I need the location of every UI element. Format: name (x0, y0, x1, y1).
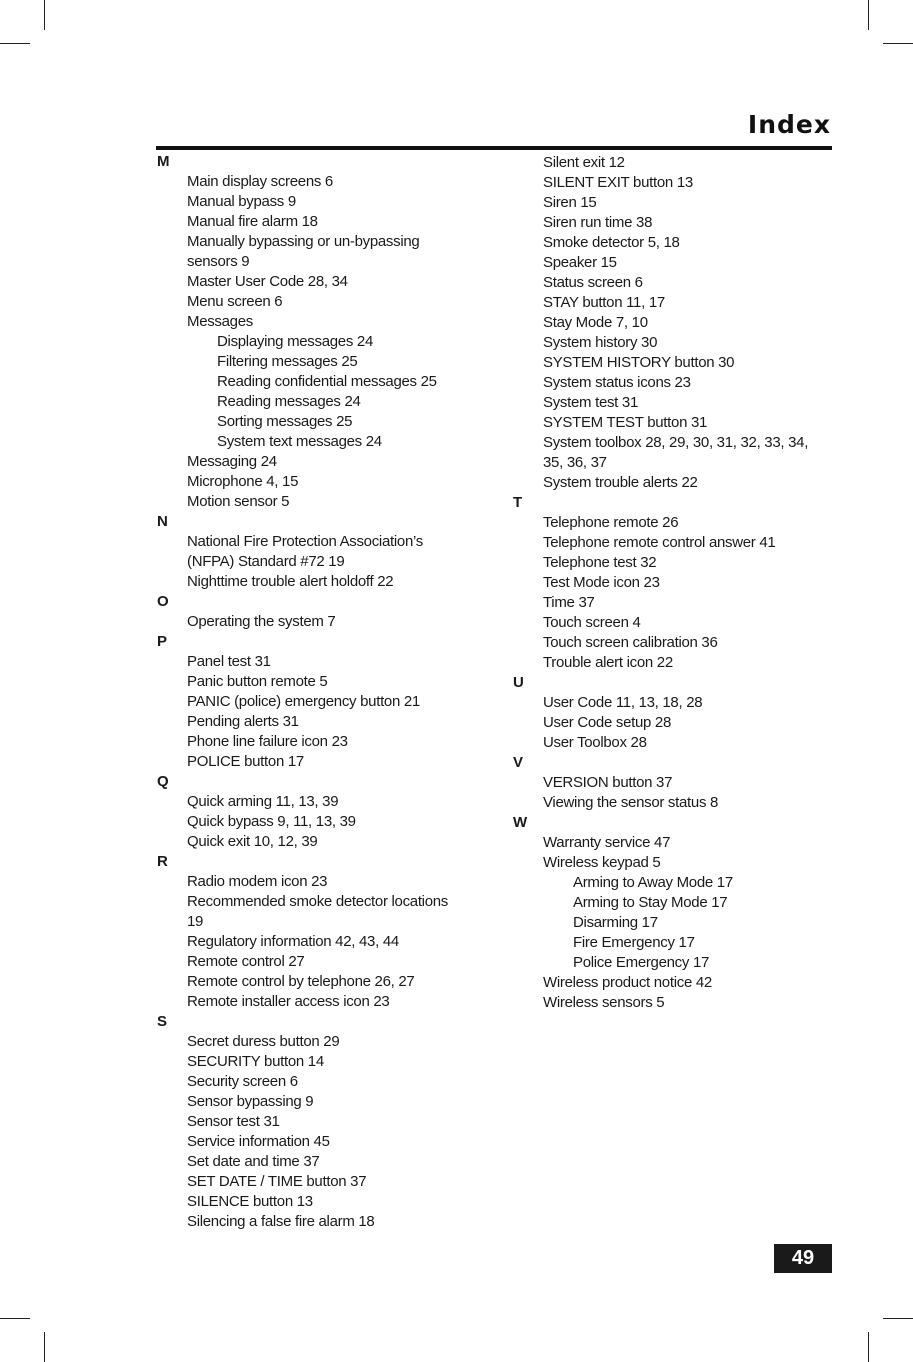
index-entry: Nighttime trouble alert holdoff 22 (187, 573, 394, 590)
index-entry: SYSTEM TEST button 31 (543, 414, 708, 431)
crop-mark (44, 0, 45, 30)
index-entry: Speaker 15 (543, 254, 617, 271)
index-letter-u: U (513, 674, 524, 691)
index-entry: Radio modem icon 23 (187, 873, 328, 890)
index-entry: Remote control 27 (187, 953, 305, 970)
index-entry: Trouble alert icon 22 (543, 654, 673, 671)
crop-mark (868, 0, 869, 30)
index-entry: Main display screens 6 (187, 173, 333, 190)
index-entry: 35, 36, 37 (543, 454, 607, 471)
index-entry: Menu screen 6 (187, 293, 283, 310)
header-rule (156, 146, 832, 150)
index-entry: Sensor bypassing 9 (187, 1093, 314, 1110)
index-entry: VERSION button 37 (543, 774, 673, 791)
index-entry: sensors 9 (187, 253, 250, 270)
index-entry: User Code setup 28 (543, 714, 672, 731)
index-entry: Set date and time 37 (187, 1153, 320, 1170)
index-column-right (512, 153, 852, 1013)
crop-mark (868, 1332, 869, 1362)
index-entry: Manual bypass 9 (187, 193, 296, 210)
index-entry: Phone line failure icon 23 (187, 733, 348, 750)
index-entry: SYSTEM HISTORY button 30 (543, 354, 735, 371)
index-entry: Quick exit 10, 12, 39 (187, 833, 318, 850)
index-letter-t: T (513, 494, 523, 511)
index-entry: Siren run time 38 (543, 214, 653, 231)
index-entry: Secret duress button 29 (187, 1033, 340, 1050)
index-entry: Panel test 31 (187, 653, 271, 670)
index-entry: Viewing the sensor status 8 (543, 794, 719, 811)
index-entry: Touch screen calibration 36 (543, 634, 718, 651)
index-entry: Remote installer access icon 23 (187, 993, 390, 1010)
index-subentry: Displaying messages 24 (217, 333, 373, 350)
index-entry: User Code 11, 13, 18, 28 (543, 694, 703, 711)
index-entry: Silent exit 12 (543, 154, 625, 171)
index-entry: Manual fire alarm 18 (187, 213, 318, 230)
index-entry: SECURITY button 14 (187, 1053, 324, 1070)
crop-mark (0, 43, 30, 44)
index-entry: Security screen 6 (187, 1073, 298, 1090)
index-subentry: Arming to Away Mode 17 (573, 874, 733, 891)
index-entry: Microphone 4, 15 (187, 473, 299, 490)
index-entry: Master User Code 28, 34 (187, 273, 348, 290)
index-entry: Service information 45 (187, 1133, 330, 1150)
index-subentry: Disarming 17 (573, 914, 658, 931)
index-entry: 19 (187, 913, 204, 930)
index-subentry: Fire Emergency 17 (573, 934, 695, 951)
index-entry: Wireless product notice 42 (543, 974, 712, 991)
index-entry: Silencing a false fire alarm 18 (187, 1213, 375, 1230)
index-entry: System status icons 23 (543, 374, 691, 391)
index-entry: Stay Mode 7, 10 (543, 314, 648, 331)
index-entry: Panic button remote 5 (187, 673, 328, 690)
index-entry: SET DATE / TIME button 37 (187, 1173, 367, 1190)
index-subentry: System text messages 24 (217, 433, 382, 450)
index-letter-n: N (157, 513, 168, 530)
index-letter-q: Q (157, 773, 169, 790)
crop-mark (883, 43, 913, 44)
crop-mark (883, 1318, 913, 1319)
index-entry: Motion sensor 5 (187, 493, 290, 510)
index-entry: Test Mode icon 23 (543, 574, 660, 591)
index-entry: Smoke detector 5, 18 (543, 234, 680, 251)
crop-mark (0, 1318, 30, 1319)
index-letter-o: O (157, 593, 169, 610)
index-letter-v: V (513, 754, 524, 771)
index-subentry: Sorting messages 25 (217, 413, 353, 430)
index-entry: Wireless keypad 5 (543, 854, 661, 871)
index-letter-r: R (157, 853, 168, 870)
index-entry: Touch screen 4 (543, 614, 641, 631)
index-entry: SILENCE button 13 (187, 1193, 313, 1210)
index-subentry: Reading messages 24 (217, 393, 361, 410)
crop-mark (44, 1332, 45, 1362)
index-entry: National Fire Protection Association’s (187, 533, 423, 550)
index-entry: Remote control by telephone 26, 27 (187, 973, 415, 990)
index-entry: PANIC (police) emergency button 21 (187, 693, 420, 710)
index-entry: Telephone remote control answer 41 (543, 534, 776, 551)
index-entry: System trouble alerts 22 (543, 474, 698, 491)
index-entry: Wireless sensors 5 (543, 994, 665, 1011)
index-entry: System test 31 (543, 394, 639, 411)
index-entry: STAY button 11, 17 (543, 294, 665, 311)
index-entry: POLICE button 17 (187, 753, 304, 770)
index-entry: System toolbox 28, 29, 30, 31, 32, 33, 34, (543, 434, 809, 451)
index-subentry: Arming to Stay Mode 17 (573, 894, 728, 911)
index-letter-p: P (157, 633, 168, 650)
index-letter-s: S (157, 1013, 168, 1030)
index-entry: Messaging 24 (187, 453, 277, 470)
index-entry: Telephone remote 26 (543, 514, 679, 531)
index-entry: Telephone test 32 (543, 554, 657, 571)
index-letter-m: M (157, 153, 170, 170)
index-entry: SILENT EXIT button 13 (543, 174, 693, 191)
index-subentry: Filtering messages 25 (217, 353, 358, 370)
index-entry: Messages (187, 313, 253, 330)
index-subentry: Reading confidential messages 25 (217, 373, 437, 390)
index-entry: Warranty service 47 (543, 834, 671, 851)
index-entry: Regulatory information 42, 43, 44 (187, 933, 399, 950)
index-entry: Time 37 (543, 594, 595, 611)
index-entry: System history 30 (543, 334, 658, 351)
index-entry: Quick arming 11, 13, 39 (187, 793, 339, 810)
page-number: 49 (774, 1244, 832, 1273)
index-subentry: Police Emergency 17 (573, 954, 710, 971)
index-entry: Sensor test 31 (187, 1113, 280, 1130)
index-entry: Recommended smoke detector locations (187, 893, 449, 910)
index-entry: User Toolbox 28 (543, 734, 647, 751)
index-entry: Status screen 6 (543, 274, 643, 291)
page-title: Index (747, 110, 831, 139)
index-entry: Pending alerts 31 (187, 713, 299, 730)
index-letter-w: W (513, 814, 528, 831)
index-entry: (NFPA) Standard #72 19 (187, 553, 345, 570)
index-entry: Manually bypassing or un-bypassing (187, 233, 420, 250)
index-column-left (156, 152, 496, 1232)
index-entry: Quick bypass 9, 11, 13, 39 (187, 813, 356, 830)
index-entry: Siren 15 (543, 194, 597, 211)
index-entry: Operating the system 7 (187, 613, 336, 630)
